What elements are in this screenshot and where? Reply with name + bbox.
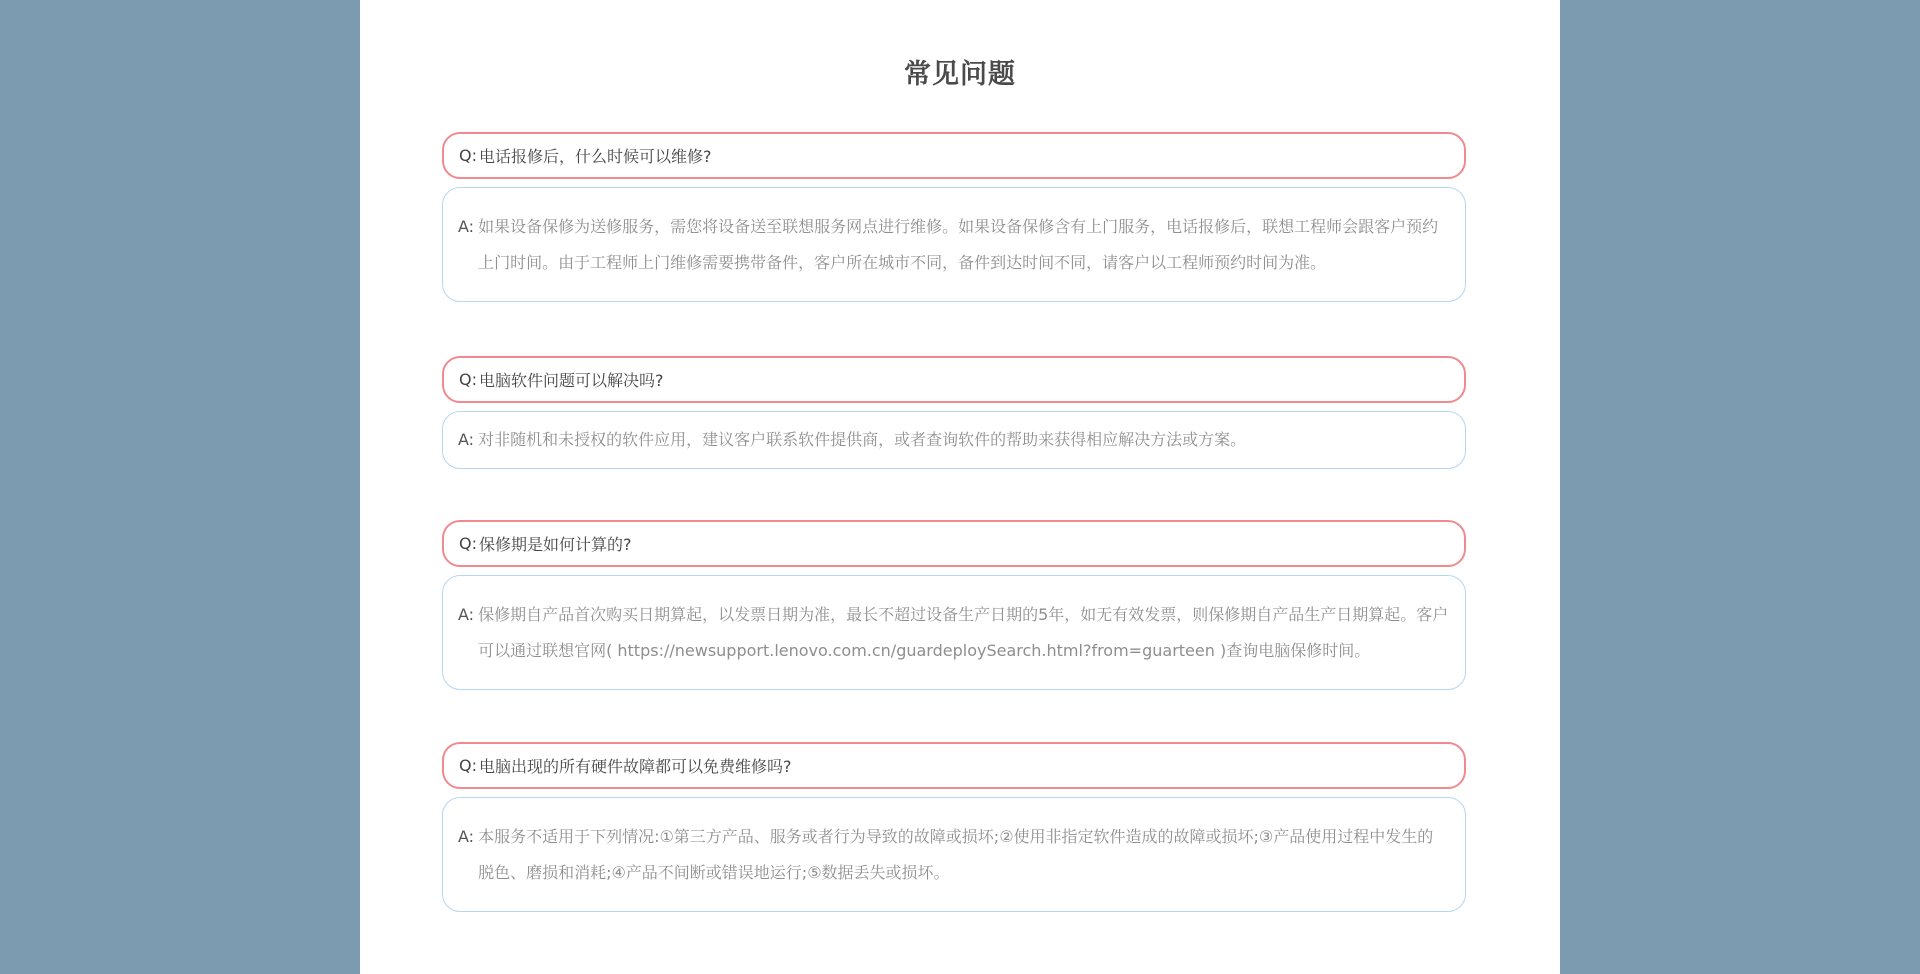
answer-text: 如果设备保修为送修服务，需您将设备送至联想服务网点进行维修。如果设备保修含有上门服务，电话报修后，联想工程师会跟客户预约上门时间。由于工程师上门维修需要携带备件，客户所在城市不同，备件到达时间不同，请客户以工程师预约时间为准。 xyxy=(478,217,1439,272)
question-text: 电脑软件问题可以解决吗? xyxy=(478,371,664,390)
question-box[interactable] xyxy=(442,356,1466,403)
question-text: 保修期是如何计算的? xyxy=(478,535,632,554)
faq-panel xyxy=(360,0,1560,974)
faq-item-1 xyxy=(442,132,1466,302)
answer-text: 对非随机和未授权的软件应用，建议客户联系软件提供商，或者查询软件的帮助来获得相应解决方法或方案。 xyxy=(478,430,1247,449)
question-text: 电脑出现的所有硬件故障都可以免费维修吗? xyxy=(478,757,792,776)
answer-prefix: A: xyxy=(458,430,475,449)
question-prefix: Q: xyxy=(459,756,477,775)
answer-text: 保修期自产品首次购买日期算起，以发票日期为准，最长不超过设备生产日期的5年，如无有效发票，则保修期自产品生产日期算起。客户可以通过联想官网( https://newsupport.lenovo.com.cn/guardeploySearch.html?from=guarteen )查询电脑保修时间。 xyxy=(478,605,1449,660)
faq-item-3 xyxy=(442,520,1466,690)
answer-prefix: A: xyxy=(458,217,475,236)
answer-prefix: A: xyxy=(458,827,475,846)
answer-text: 本服务不适用于下列情况:①第三方产品、服务或者行为导致的故障或损坏;②使用非指定软件造成的故障或损坏;③产品使用过程中发生的脱色、磨损和消耗;④产品不间断或错误地运行;⑤数据丢失或损坏。 xyxy=(478,827,1434,882)
answer-box xyxy=(442,411,1466,469)
question-prefix: Q: xyxy=(459,146,477,165)
answer-box xyxy=(442,797,1466,912)
faq-item-4 xyxy=(442,742,1466,912)
page-title: 常见问题 xyxy=(904,59,1016,90)
faq-item-2 xyxy=(442,356,1466,469)
answer-prefix: A: xyxy=(458,605,475,624)
question-text: 电话报修后，什么时候可以维修? xyxy=(478,147,712,166)
question-box[interactable] xyxy=(442,520,1466,567)
answer-box xyxy=(442,187,1466,302)
question-box[interactable] xyxy=(442,132,1466,179)
question-prefix: Q: xyxy=(459,370,477,389)
question-prefix: Q: xyxy=(459,534,477,553)
answer-box xyxy=(442,575,1466,690)
question-box[interactable] xyxy=(442,742,1466,789)
